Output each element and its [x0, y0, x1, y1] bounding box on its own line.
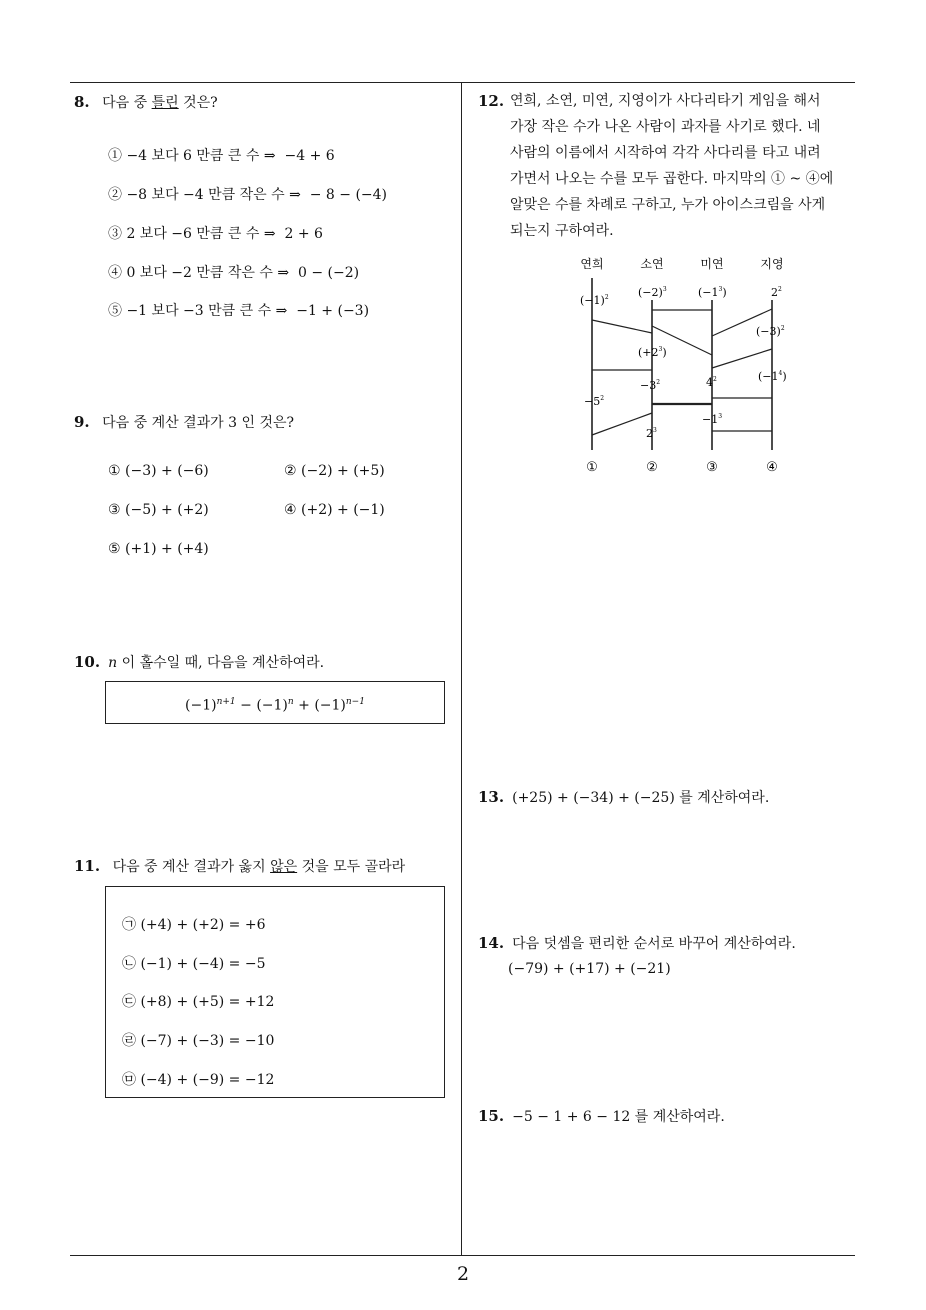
rung [712, 349, 772, 368]
q11-choice-3[interactable] [122, 991, 274, 1011]
exponent: n+1 [216, 697, 236, 707]
question-14 [478, 933, 796, 953]
ladder-name-1: 연희 [580, 257, 604, 271]
text-line: 가장 작은 수가 나온 사람이 과자를 사기로 했다. 네 [510, 119, 821, 135]
term: (−1) [185, 697, 217, 714]
choice-expr: (−1) + (−4) = −5 [140, 956, 266, 972]
top-rule [70, 82, 855, 83]
text-line: 사람의 이름에서 시작하여 각각 사다리를 타고 내려 [510, 145, 821, 161]
rung [592, 320, 652, 333]
q11-choice-5[interactable] [122, 1069, 274, 1089]
choice-mark: ㉡ [122, 956, 136, 972]
question-text: 이 홀수일 때, 다음을 계산하여라. [117, 655, 325, 671]
question-text-underlined: 틀린 [151, 95, 179, 111]
term: (−1) [256, 697, 288, 714]
question-text-underlined: 않은 [270, 859, 298, 875]
option-text: 2 보다 −6 만큼 큰 수 ⇒ [126, 226, 276, 242]
ladder-name-4: 지영 [760, 257, 784, 271]
q9-option-5[interactable] [108, 541, 209, 557]
option-expr: (+1) + (+4) [125, 541, 209, 557]
question-number: 10. [74, 653, 101, 671]
ladder-rungs [592, 309, 772, 435]
question-text-pre: 다음 중 [102, 95, 152, 111]
question-number: 12. [478, 92, 505, 110]
ladder-number: $4^2$ [706, 376, 717, 389]
question-text: 다음 중 계산 결과가 3 인 것은? [102, 415, 295, 431]
question-number: 15. [478, 1107, 505, 1125]
ladder-number: $-3^2$ [640, 379, 661, 392]
choice-mark: ㉣ [122, 1033, 136, 1049]
option-mark: ③ [108, 502, 121, 518]
option-text: −4 보다 6 만큼 큰 수 ⇒ [126, 148, 276, 164]
ladder-diagram [560, 250, 800, 480]
ladder-verticals [592, 278, 772, 450]
q9-option-4[interactable] [284, 502, 385, 518]
question-8 [74, 92, 218, 112]
option-text: −8 보다 −4 만큼 작은 수 ⇒ [126, 187, 301, 203]
text-line: 되는지 구하여라. [510, 223, 614, 239]
question-text-pre: 다음 중 계산 결과가 옳지 [112, 859, 271, 875]
ladder-number: $(-1^3)$ [698, 286, 727, 299]
question-number: 8. [74, 93, 90, 111]
q9-option-2[interactable] [284, 463, 385, 479]
ladder-name-3: 미연 [700, 257, 724, 271]
exponent: n [287, 697, 294, 707]
ladder-number: $(-3)^2$ [756, 325, 785, 338]
choice-expr: (+4) + (+2) = +6 [140, 917, 266, 933]
ladder-number: $-1^3$ [702, 413, 723, 426]
expression-box [105, 681, 445, 724]
q9-option-3[interactable] [108, 502, 209, 518]
option-expr: 0 − (−2) [298, 265, 360, 281]
option-expr: (−5) + (+2) [125, 502, 209, 518]
q9-option-1[interactable] [108, 463, 209, 479]
choice-expr: (+8) + (+5) = +12 [140, 994, 275, 1010]
question-text: 다음 덧셈을 편리한 순서로 바꾸어 계산하여라. [512, 936, 796, 952]
question-13 [478, 787, 769, 807]
ladder-number: $(-1^4)$ [758, 370, 787, 383]
option-expr: −1 + (−3) [296, 303, 370, 319]
question-15 [478, 1106, 725, 1126]
text-line: 연희, 소연, 미연, 지영이가 사다리타기 게임을 해서 [510, 93, 821, 109]
choice-mark: ㉤ [122, 1072, 136, 1088]
operator: + [293, 697, 315, 714]
option-mark: ② [284, 463, 297, 479]
ladder-number: $-5^2$ [584, 395, 605, 408]
choices-box [105, 886, 445, 1098]
question-text: −5 − 1 + 6 − 12 를 계산하여라. [512, 1109, 725, 1125]
ladder-number: $(-2)^3$ [638, 286, 667, 299]
ladder-numbers [580, 286, 787, 440]
q8-option-1[interactable] [108, 145, 335, 165]
option-mark: ① [108, 463, 121, 479]
option-text: −1 보다 −3 만큼 큰 수 ⇒ [126, 303, 288, 319]
question-14-expression: (−79) + (+17) + (−21) [508, 961, 671, 977]
option-expr: (−2) + (+5) [301, 463, 385, 479]
q8-option-3[interactable] [108, 223, 323, 243]
ladder-end-2: ② [646, 460, 658, 475]
option-expr: −4 + 6 [284, 148, 335, 164]
option-mark: ① [108, 148, 122, 164]
option-text: 0 보다 −2 만큼 작은 수 ⇒ [126, 265, 290, 281]
question-12-text [510, 88, 858, 244]
option-expr: (+2) + (−1) [301, 502, 385, 518]
q8-option-4[interactable] [108, 262, 359, 282]
text-line: 가면서 나오는 수를 모두 곱한다. 마지막의 ① ~ ④에 [510, 171, 834, 187]
option-mark: ③ [108, 226, 122, 242]
column-divider [461, 82, 462, 1256]
option-expr: − 8 − (−4) [309, 187, 388, 203]
question-10 [74, 652, 324, 672]
rung [592, 413, 652, 435]
ladder-name-2: 소연 [640, 257, 664, 271]
question-9 [74, 412, 294, 432]
choice-mark: ㉠ [122, 917, 136, 933]
question-text-post: 것을 모두 골라라 [297, 859, 406, 875]
question-11 [74, 856, 405, 876]
question-number: 13. [478, 788, 505, 806]
option-mark: ⑤ [108, 541, 121, 557]
ladder-end-1: ① [586, 460, 598, 475]
q11-choice-1[interactable] [122, 914, 265, 934]
question-text-post: 것은? [178, 95, 218, 111]
question-number: 9. [74, 413, 90, 431]
choice-expr: (−7) + (−3) = −10 [140, 1033, 275, 1049]
option-mark: ⑤ [108, 303, 122, 319]
option-expr: (−3) + (−6) [125, 463, 209, 479]
expression [106, 682, 444, 727]
choice-expr: (−4) + (−9) = −12 [140, 1072, 275, 1088]
variable: n [108, 655, 118, 671]
option-mark: ④ [108, 265, 122, 281]
option-expr: 2 + 6 [284, 226, 323, 242]
ladder-end-3: ③ [706, 460, 718, 475]
text-line: 알맞은 수를 차례로 구하고, 누가 아이스크림을 사게 [510, 197, 826, 213]
ladder-number: $2^2$ [771, 286, 782, 299]
q11-choice-4[interactable] [122, 1030, 274, 1050]
option-mark: ④ [284, 502, 297, 518]
option-mark: ② [108, 187, 122, 203]
choice-mark: ㉢ [122, 994, 136, 1010]
question-number: 11. [74, 857, 101, 875]
term: (−1) [314, 697, 346, 714]
q11-choice-2[interactable] [122, 953, 265, 973]
ladder-number: $(+2^3)$ [638, 346, 667, 359]
exponent: n−1 [345, 697, 365, 707]
bottom-rule [70, 1255, 855, 1256]
page-number: 2 [456, 1263, 470, 1285]
q8-option-2[interactable] [108, 184, 387, 204]
ladder-number: $(-1)^2$ [580, 294, 609, 307]
question-number: 14. [478, 934, 505, 952]
q8-option-5[interactable] [108, 300, 369, 320]
question-12-number-wrap [478, 92, 512, 110]
question-text: (+25) + (−34) + (−25) 를 계산하여라. [512, 790, 770, 806]
ladder-number: $2^3$ [646, 427, 657, 440]
operator: − [235, 697, 257, 714]
ladder-end-4: ④ [766, 460, 778, 475]
